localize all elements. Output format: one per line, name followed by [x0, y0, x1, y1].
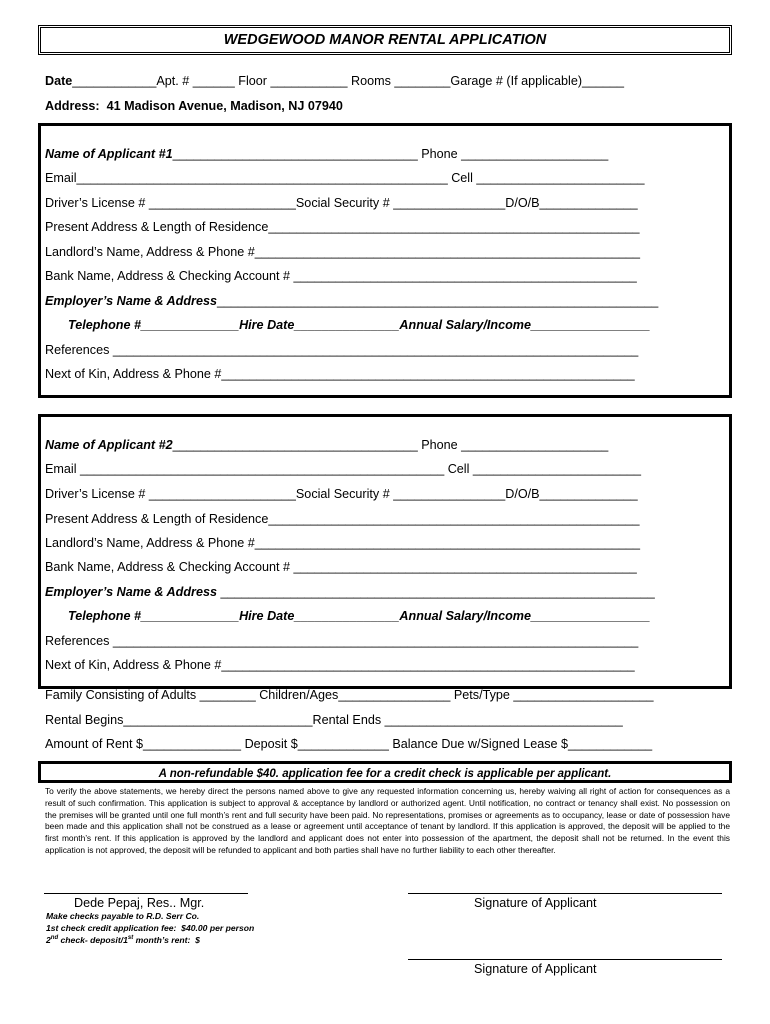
applicant-1-bank-row[interactable]: Bank Name, Address & Checking Account # _________________________________________________ [45, 269, 637, 283]
fee-notice: A non-refundable $40. application fee for a credit check is applicable per applicant. [158, 768, 612, 780]
applicant-1-signature-line[interactable] [408, 893, 722, 894]
applicant-1-email-row[interactable]: Email_____________________________________________________ Cell ________________________ [45, 171, 645, 185]
applicant-2-signature-label: Signature of Applicant [474, 962, 597, 976]
applicant-1-employer-label: Employer’s Name & Address [45, 294, 217, 308]
applicant-2-name-row[interactable] [45, 438, 608, 452]
applicant-1-employer-row[interactable] [45, 294, 658, 308]
manager-signature-line[interactable] [44, 893, 248, 894]
page-title: WEDGEWOOD MANOR RENTAL APPLICATION [223, 32, 547, 48]
applicant-1-name-label: Name of Applicant #1 [45, 147, 173, 161]
second-check-sup-1: nd [50, 935, 59, 942]
applicant-1-landlord-row[interactable]: Landlord’s Name, Address & Phone #_______________________________________________________ [45, 245, 641, 259]
applicant-1-telephone-row[interactable]: Telephone #______________Hire Date_______________Annual Salary/Income_________________ [68, 318, 651, 332]
applicant-1-kin-row[interactable]: Next of Kin, Address & Phone #___________________________________________________________ [45, 367, 635, 381]
family-row[interactable]: Family Consisting of Adults ________ Children/Ages________________ Pets/Type ____________________ [45, 688, 654, 702]
applicant-1-name-row[interactable] [45, 147, 608, 161]
date-label: Date [45, 74, 73, 88]
applicant-2-employer-field[interactable]: ______________________________________________________________ [216, 585, 655, 599]
header-fields[interactable]: ____________Apt. # ______ Floor ___________ Rooms ________Garage # (If applicable)______ [72, 74, 625, 88]
applicant-2-references-row[interactable]: References ___________________________________________________________________________ [45, 634, 639, 648]
applicant-2-name-field[interactable]: ___________________________________ Phone _____________________ [172, 438, 609, 452]
applicant-1-references-row[interactable]: References ___________________________________________________________________________ [45, 343, 639, 357]
applicant-1-name-field[interactable]: ___________________________________ Phone _____________________ [172, 147, 609, 161]
applicant-2-email-row[interactable]: Email ____________________________________________________ Cell ________________________ [45, 462, 641, 476]
applicant-2-bank-row[interactable]: Bank Name, Address & Checking Account # _________________________________________________ [45, 560, 637, 574]
disclaimer-text: To verify the above statements, we hereby direct the persons named above to give any requested information concerning us, hereby waiving all right of action for consequences as a result of such confirmation. This application is subject to approval & acceptance by landlord or authorized agent. Until notification, no contract or tenancy shall exist. No possession on the premises will be granted until one full month’s rent and full security have been paid. No representations, promises or agreements as to occupancy, lease or date of possession have been made and this application shall not be construed as a lease or agreement until acceptance of tenant by landlord. If this application is approved, the deposit will be applied to the first month’s rent. If this application is approved by the landlord and applicant does not enter into possession of the apartment, the deposit shall not be returned. In the event this application is not approved, the deposit will be refunded to applicant and both parties shall have no further liability to each other thereafter. [45, 786, 730, 855]
first-check-note: 1st check credit application fee: $40.00 per person [46, 923, 255, 933]
applicant-2-employer-row[interactable] [45, 585, 655, 599]
applicant-2-landlord-row[interactable]: Landlord’s Name, Address & Phone #_______________________________________________________ [45, 536, 641, 550]
applicant-2-telephone-row[interactable]: Telephone #______________Hire Date_______________Annual Salary/Income_________________ [68, 609, 651, 623]
applicant-2-employer-label: Employer’s Name & Address [45, 585, 217, 599]
title-box [38, 25, 732, 55]
fee-notice-box [38, 761, 732, 783]
second-check-part-b: check- deposit/1 [58, 935, 128, 945]
rental-dates-row[interactable]: Rental Begins___________________________Rental Ends __________________________________ [45, 713, 623, 727]
manager-name: Dede Pepaj, Res.. Mgr. [74, 896, 205, 910]
second-check-part-a: 2 [46, 935, 51, 945]
header-line [45, 74, 624, 88]
applicant-2-present-address-row[interactable]: Present Address & Length of Residence_____________________________________________________ [45, 512, 640, 526]
second-check-part-c: month’s rent: $ [133, 935, 200, 945]
applicant-1-present-address-row[interactable]: Present Address & Length of Residence_____________________________________________________ [45, 220, 640, 234]
checks-payable-note: Make checks payable to R.D. Serr Co. [46, 911, 200, 921]
applicant-2-name-label: Name of Applicant #2 [45, 438, 173, 452]
applicant-2-license-row[interactable]: Driver’s License # _____________________Social Security # ________________D/O/B______________ [45, 487, 638, 501]
applicant-1-employer-field[interactable]: _______________________________________________________________ [216, 294, 659, 308]
applicant-2-kin-row[interactable]: Next of Kin, Address & Phone #___________________________________________________________ [45, 658, 635, 672]
applicant-2-signature-line[interactable] [408, 959, 722, 960]
amounts-row[interactable]: Amount of Rent $______________ Deposit $_____________ Balance Due w/Signed Lease $____________ [45, 737, 653, 751]
second-check-note [46, 935, 200, 945]
applicant-1-signature-label: Signature of Applicant [474, 896, 597, 910]
applicant-1-license-row[interactable]: Driver’s License # _____________________Social Security # ________________D/O/B______________ [45, 196, 638, 210]
second-check-sup-2: st [127, 935, 134, 942]
address-line: Address: 41 Madison Avenue, Madison, NJ 07940 [45, 99, 343, 113]
